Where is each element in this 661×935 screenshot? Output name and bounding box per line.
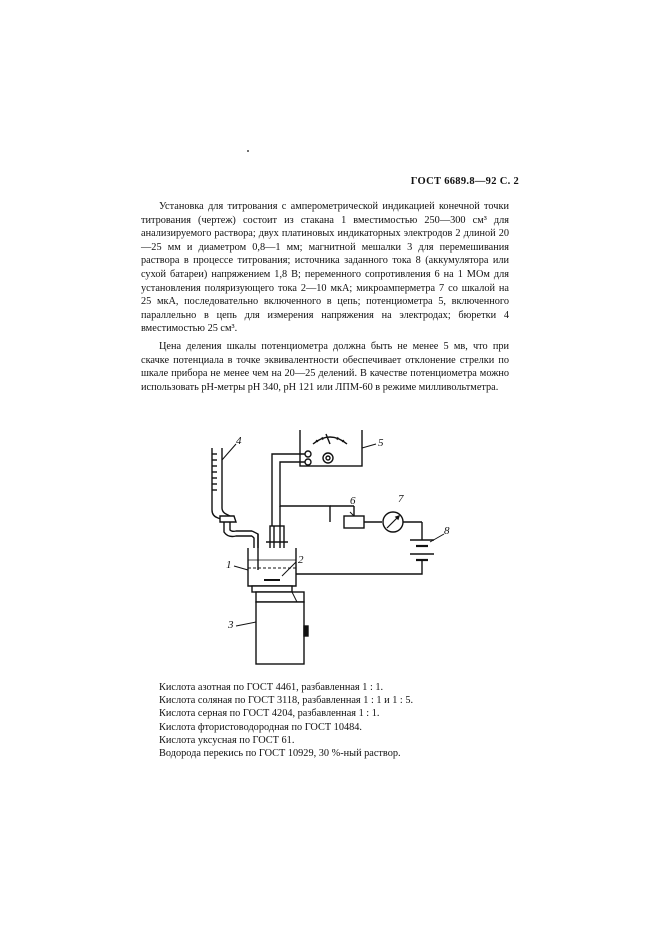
- label-4: 4: [236, 435, 242, 447]
- paragraph-potentiometer: Цена деления шкалы потенциометра должна быть не менее 5 мв, что при скачке потенциала в точке эквивалентности обеспечивает отклонение стрелки по шкале прибора не менее чем на 20—25 делений. В качестве потенциометра можно использовать рН-метры рН 340, рН 121 или ЛПМ-60 в режиме милливольтметра.: [141, 340, 509, 393]
- list-item: Кислота серная по ГОСТ 4204, разбавленная 1 : 1.: [159, 708, 380, 720]
- label-2: 2: [298, 554, 304, 566]
- list-item: Водорода перекись по ГОСТ 10929, 30 %-ный раствор.: [159, 748, 401, 760]
- potentiometer: [300, 430, 362, 466]
- list-item: Кислота фтористоводородная по ГОСТ 10484.: [159, 721, 362, 733]
- burette: [212, 448, 258, 550]
- page-header: ГОСТ 6689.8—92 С. 2: [410, 176, 519, 187]
- battery: [410, 540, 434, 560]
- label-5: 5: [378, 437, 384, 449]
- magnetic-stirrer: [256, 602, 304, 664]
- label-1: 1: [226, 559, 232, 571]
- list-item: Кислота уксусная по ГОСТ 61.: [159, 734, 295, 746]
- paragraph-apparatus: Установка для титрования с амперометрической индикацией конечной точки титрования (чертеж) состоит из стакана 1 вместимостью 250—300 см³ для анализируемого раствора; двух платиновых индикаторных электродов 2 длиной 20—25 мм и диаметром 0,8—1 мм; магнитной мешалки 3 для перемешивания раствора в процессе титрования; источника заданного тока 8 (аккумулятора или сухой батареи) напряжением 1,8 В; переменного сопротивления 6 на 1 МОм для установления поляризующего тока 2—10 мкА; микроамперметра 7 со шкалой на 25 мкА, последовательно включенного в цепь; потенциометра 5, включенного параллельно в цепь для измерения напряжения на электродах; бюретки 4 вместимостью 25 см³.: [141, 201, 509, 335]
- list-item: Кислота азотная по ГОСТ 4461, разбавленная 1 : 1.: [159, 682, 384, 693]
- label-8: 8: [444, 525, 450, 537]
- label-7: 7: [398, 493, 404, 505]
- titration-apparatus-diagram: [200, 430, 490, 670]
- label-6: 6: [350, 495, 356, 507]
- label-3: 3: [228, 619, 234, 631]
- body-text: [141, 200, 509, 394]
- speck: [247, 150, 249, 152]
- list-item: Кислота соляная по ГОСТ 3118, разбавленная 1 : 1 и 1 : 5.: [159, 695, 414, 707]
- variable-resistor: [344, 516, 364, 528]
- reagents-list: [159, 681, 539, 760]
